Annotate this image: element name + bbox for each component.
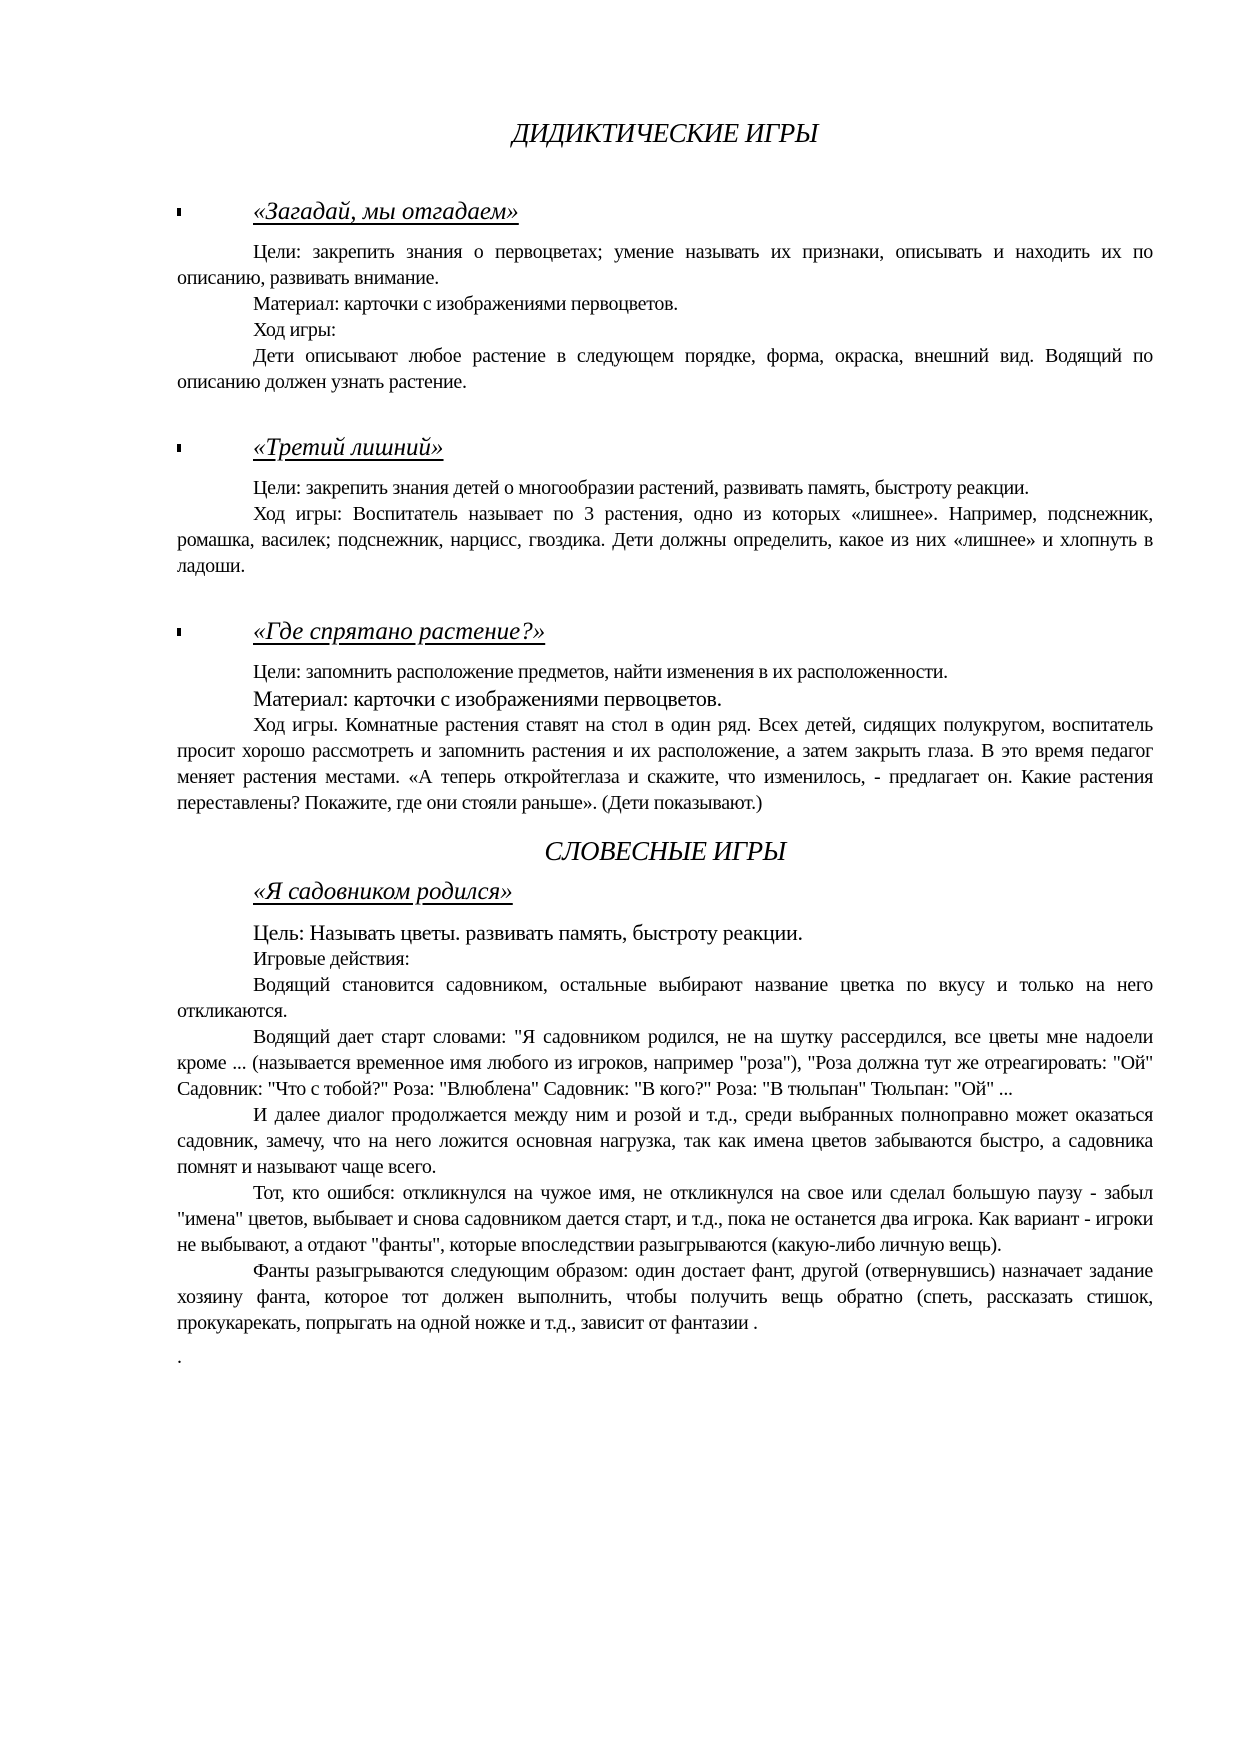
game-name: «Загадай, мы отгадаем» [253,198,519,225]
game-heading [177,615,1153,649]
paragraph: И далее диалог продолжается между ним и розой и т.д., среди выбранных полноправно может оказаться садовник, замечу, что на него ложится основная нагрузка, так как имена цветов забываются быстро, а садовника помнят и называют чаще всего. [177,1104,1153,1178]
game-name: «Где спрятано растение?» [253,618,546,645]
paragraph: Игровые действия: [253,948,410,970]
paragraph: Водящий дает старт словами: "Я садовником родился, не на шутку рассердился, все цветы мне надоели кроме ... (называется временное имя любого из игроков, например "роза"), "Роза должна тут же отреагировать: "Ой" Садовник: "Что с тобой?" Роза: "Влюблена" Садовник: "В кого?" Роза: "В тюльпан" Тюльпан: "Ой" ... [177,1026,1153,1100]
paragraph: Дети описывают любое растение в следующем порядке, форма, окраска, внешний вид. Водящий по описанию должен узнать растение. [177,345,1153,393]
document-page [177,0,1153,1369]
paragraph: Фанты разыгрываются следующим образом: один достает фант, другой (отвернувшись) назначает задание хозяину фанта, которое тот должен выполнить, чтобы получить вещь обратно (спеть, рассказать стишок, прокукарекать, попрыгать на одной ножке и т.д., зависит от фантазии . [177,1260,1153,1334]
paragraph: Материал: карточки с изображениями первоцветов. [253,293,678,315]
bullet-icon [177,203,253,221]
section-title-verbal: СЛОВЕСНЫЕ ИГРЫ [544,836,786,866]
game-body [177,919,1153,1336]
section-title-didactic: ДИДИКТИЧЕСКИЕ ИГРЫ [512,118,818,148]
game-heading [177,195,1153,229]
paragraph: Ход игры. Комнатные растения ставят на стол в один ряд. Всех детей, сидящих полукругом, воспитатель просит хорошо рассмотреть и запомнить растения и их расположение, а затем закрыть глаза. В это время педагог меняет растения местами. «А теперь откройтеглаза и скажите, что изменилось, - предлагает он. Какие растения переставлены? Покажите, где они стояли раньше». (Дети показывают.) [177,714,1153,814]
trailing-dot: . [177,1346,182,1368]
game-name: «Третий лишний» [253,434,444,461]
paragraph: Ход игры: [253,319,336,341]
paragraph: Цели: закрепить знания о первоцветах; умение называть их признаки, описывать и находить их по описанию, развивать внимание. [177,241,1153,289]
paragraph: Ход игры: Воспитатель называет по 3 растения, одно из которых «лишнее». Например, подснежник, ромашка, василек; подснежник, нарцисс, гвоздика. Дети должны определить, какое из них «лишнее» и хлопнуть в ладоши. [177,503,1153,577]
paragraph: Водящий становится садовником, остальные выбирают название цветка по вкусу и только на него откликаются. [177,974,1153,1022]
paragraph: Материал: карточки с изображениями первоцветов. [253,686,722,711]
game-body [177,475,1153,579]
paragraph: Цели: запомнить расположение предметов, найти изменения в их расположенности. [253,661,948,683]
game-name: «Я садовником родился» [253,878,513,905]
paragraph: Тот, кто ошибся: откликнулся на чужое имя, не откликнулся на свое или сделал большую паузу - забыл "имена" цветов, выбывает и снова садовником дается старт, и т.д., пока не останется два игрока. Как вариант - игроки не выбывают, а отдают "фанты", которые впоследствии разыгрываются (какую-либо личную вещь). [177,1182,1153,1256]
game-body [177,239,1153,395]
paragraph: Цель: Называть цветы. развивать память, быстроту реакции. [253,920,803,945]
game-heading [177,431,1153,465]
bullet-icon [177,439,253,457]
game-body [177,659,1153,816]
bullet-icon [177,623,253,641]
game-heading [177,875,1153,909]
paragraph: Цели: закрепить знания детей о многообразии растений, развивать память, быстроту реакции. [253,477,1029,499]
